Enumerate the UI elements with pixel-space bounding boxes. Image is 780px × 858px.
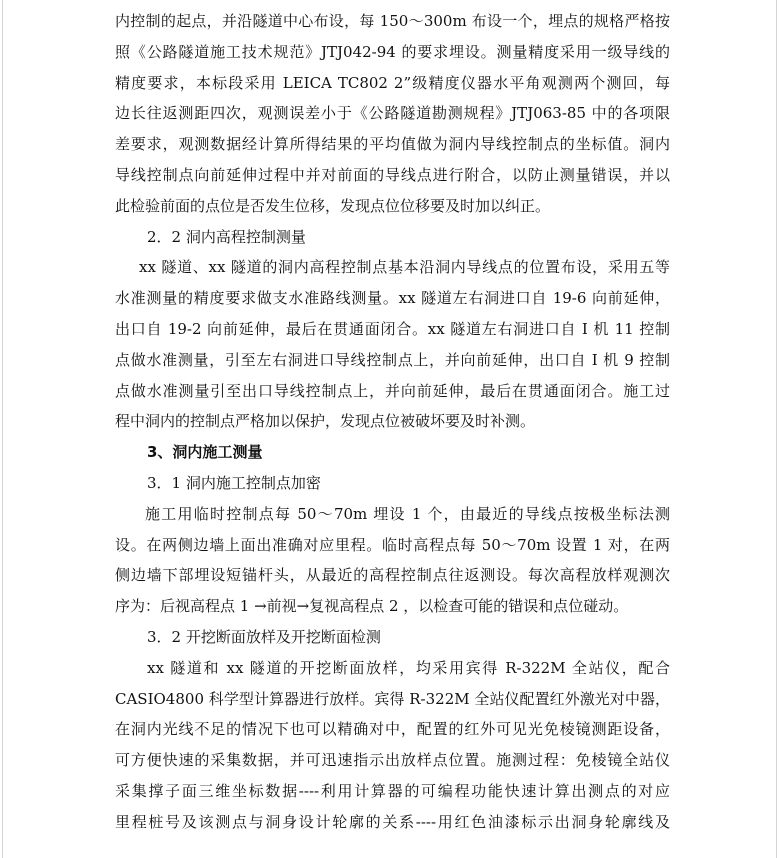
text-line: 在洞内光线不足的情况下也可以精确对中，配置的红外可见光免棱镜测距设备，: [115, 720, 670, 739]
text-line: 导线控制点向前延伸过程中并对前面的导线点进行附合，以防止测量错误，并以: [115, 165, 670, 184]
text-line: xx 隧道、xx 隧道的洞内高程控制点基本沿洞内导线点的位置布设，采用五等: [139, 258, 670, 277]
text-line: 点做水准测量引至出口导线控制点上，并向前延伸，最后在贯通面闭合。施工过: [115, 381, 670, 400]
text-line: 内控制的起点，并沿隧道中心布设，每 150～300m 布设一个，埋点的规格严格按: [115, 12, 670, 30]
document-body: [115, 6, 670, 838]
text-line: 程中洞内的控制点严格加以保护，发现点位被破坏要及时补测。: [115, 412, 536, 431]
text-line: 可方便快速的采集数据，并可迅速指示出放样点位置。施测过程：免棱镜全站仪: [115, 751, 670, 770]
text-line: 采集撑子面三维坐标数据----利用计算器的可编程功能快速计算出测点的对应: [115, 781, 670, 800]
text-line: CASIO4800 科学型计算器进行放样。宾得 R-322M 全站仪配置红外激光对中器，: [115, 689, 670, 708]
section-heading: 3、洞内施工测量: [147, 443, 263, 462]
page-border-left: [2, 0, 3, 858]
text-line: 施工用临时控制点每 50～70m 埋设 1 个，由最近的导线点按极坐标法测: [145, 504, 670, 523]
text-line: 出口自 19-2 向前延伸，最后在贯通面闭合。xx 隧道左右洞进口自 I 机 11 控制: [115, 319, 670, 338]
text-line: xx 隧道和 xx 隧道的开挖断面放样，均采用宾得 R-322M 全站仪，配合: [147, 658, 670, 677]
text-line: 设。在两侧边墙上面出准确对应里程。临时高程点每 50～70m 设置 1 对，在两: [115, 535, 670, 554]
text-line: 里程桩号及该测点与洞身设计轮廓的关系----用红色油漆标示出洞身轮廓线及: [115, 812, 670, 831]
text-line: 边长往返测距四次，观测误差小于《公路隧道勘测规程》JTJ063-85 中的各项限: [115, 104, 670, 123]
text-line: 差要求，观测数据经计算所得结果的平均值做为洞内导线控制点的坐标值。洞内: [115, 135, 670, 154]
text-line: 水准测量的精度要求做支水准路线测量。xx 隧道左右洞进口自 19-6 向前延伸，: [115, 289, 670, 308]
text-line: 照《公路隧道施工技术规范》JTJ042-94 的要求埋设。测量精度采用一级导线的: [115, 42, 670, 61]
text-line: 精度要求，本标段采用 LEICA TC802 2”级精度仪器水平角观测两个测回，每: [115, 73, 670, 92]
subsection-heading: 3．2 开挖断面放样及开挖断面检测: [147, 627, 381, 646]
page-border-right: [776, 0, 777, 858]
subsection-heading: 2．2 洞内高程控制测量: [147, 227, 306, 246]
subsection-heading: 3．1 洞内施工控制点加密: [147, 473, 321, 492]
text-line: 序为：后视高程点 1 →前视→复视高程点 2 ，以检查可能的错误和点位碰动。: [115, 597, 629, 616]
text-line: 侧边墙下部埋设短锚杆头，从最近的高程控制点往返测设。每次高程放样观测次: [115, 566, 670, 585]
text-line: 点做水准测量，引至左右洞进口导线控制点上，并向前延伸，出口自 I 机 9 控制: [115, 350, 670, 369]
text-line: 此检验前面的点位是否发生位移，发现点位位移要及时加以纠正。: [115, 196, 551, 215]
